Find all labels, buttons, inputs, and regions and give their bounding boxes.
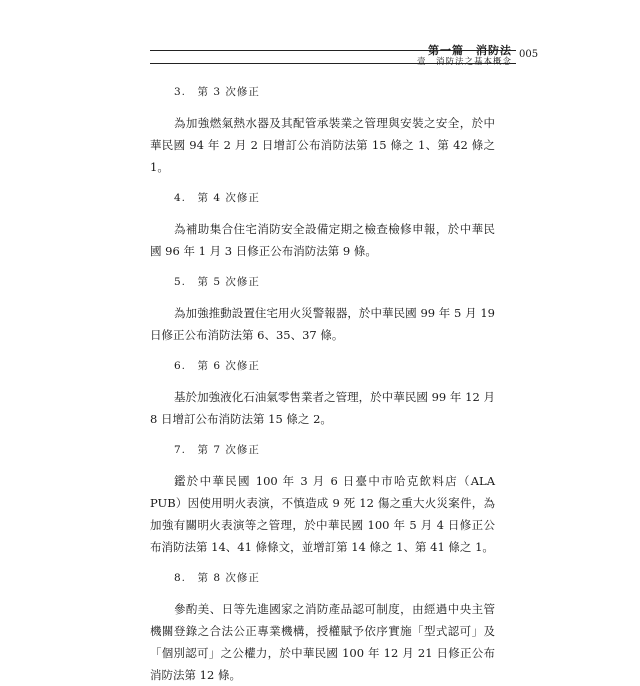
amendment-heading: 7. 第 7 次修正 — [174, 444, 260, 456]
header-rule-bottom — [150, 63, 516, 64]
amendment-4 — [150, 191, 495, 262]
amendment-paragraph: 鑑於中華民國 100 年 3 月 6 日臺中市哈克飲料店（ALA PUB）因使用明火表演，不慎造成 9 死 12 傷之重大火災案件，為加強有關明火表演等之管理，於中華民國 100 年 5 月 4 日修正公布消防法第 14、41 條條文，並增訂第 14 條之 1、第 41 條之 1。 — [150, 474, 495, 554]
running-header — [0, 0, 640, 70]
section-title: 壹 消防法之基本概念 — [416, 57, 512, 67]
amendment-8 — [150, 571, 495, 686]
amendment-paragraph: 為補助集合住宅消防安全設備定期之檢查檢修申報，於中華民國 96 年 1 月 3 日修正公布消防法第 9 條。 — [150, 222, 495, 258]
amendment-heading: 8. 第 8 次修正 — [174, 572, 260, 584]
amendment-paragraph: 基於加強液化石油氣零售業者之管理，於中華民國 99 年 12 月 8 日增訂公布消防法第 15 條之 2。 — [150, 390, 495, 426]
chapter-title: 第一篇 消防法 — [428, 44, 512, 57]
amendment-7 — [150, 443, 495, 558]
amendment-heading: 3. 第 3 次修正 — [174, 86, 260, 98]
amendment-3 — [150, 85, 495, 178]
amendment-paragraph: 為加強燃氣熱水器及其配管承裝業之管理與安裝之安全，於中華民國 94 年 2 月 2 日增訂公布消防法第 15 條之 1、第 42 條之 1。 — [150, 116, 495, 174]
amendment-heading: 5. 第 5 次修正 — [174, 276, 260, 288]
amendment-heading: 6. 第 6 次修正 — [174, 360, 260, 372]
amendment-6 — [150, 359, 495, 430]
amendment-5 — [150, 275, 495, 346]
amendment-paragraph: 為加強推動設置住宅用火災警報器，於中華民國 99 年 5 月 19 日修正公布消防法第 6、35、37 條。 — [150, 306, 495, 342]
body-text — [150, 72, 495, 686]
page-number: 005 — [519, 49, 539, 60]
amendment-paragraph: 參酌美、日等先進國家之消防產品認可制度，由經過中央主管機關登錄之合法公正專業機構，授權賦予依序實施「型式認可」及「個別認可」之公權力，於中華民國 100 年 12 月 21 日修正公布消防法第 12 條。 — [150, 602, 495, 682]
amendment-heading: 4. 第 4 次修正 — [174, 192, 260, 204]
header-rule-top — [150, 50, 516, 51]
